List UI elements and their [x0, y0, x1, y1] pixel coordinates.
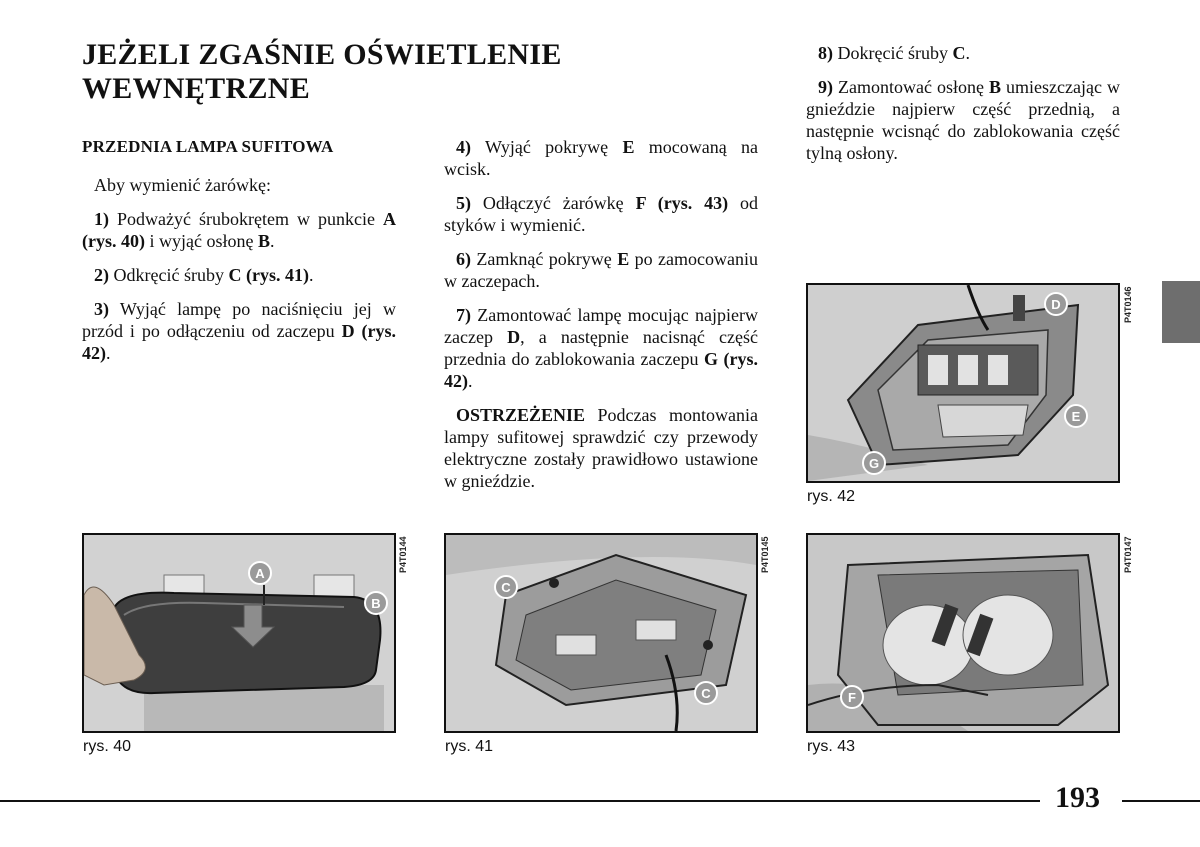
- figure-41: [444, 533, 758, 733]
- label-f: F: [848, 690, 856, 705]
- footer-rule-right: [1122, 800, 1200, 802]
- step-number: 6): [456, 249, 471, 269]
- figure-42: [806, 283, 1120, 483]
- warning-label: OSTRZEŻENIE: [456, 405, 586, 425]
- step-text: od styków i wymienić.: [444, 193, 759, 235]
- step-6: [444, 248, 758, 292]
- step-text: .: [308, 265, 314, 285]
- figure-41-illustration: [446, 535, 756, 731]
- step-9: [806, 76, 1120, 164]
- step-number: 7): [456, 305, 471, 325]
- label-a: A: [255, 566, 265, 581]
- label-b: B: [371, 596, 381, 611]
- step-text: Zamknąć pokrywę: [471, 249, 618, 269]
- step-text: Zamontować lampę mocując najpierw zaczep: [444, 305, 758, 347]
- step-ref: C (rys. 41): [228, 265, 309, 285]
- step-text: .: [269, 231, 275, 251]
- figure-40-illustration: [84, 535, 394, 731]
- step-text: Wyjąć lampę po naciśnięciu jej w przód i po odłączeniu od zaczepu: [82, 299, 396, 341]
- step-text: umieszczając w gnieździe najpierw część przednią, a następnie wcisnąć do zablokowania część tylną osłony.: [806, 77, 1120, 163]
- label-g: G: [868, 456, 880, 471]
- intro-text: Aby wymienić żarówkę:: [94, 175, 271, 195]
- section-subheading: PRZEDNIA LAMPA SUFITOWA: [82, 137, 334, 156]
- step-ref: E: [622, 137, 635, 157]
- step-number: 4): [456, 137, 471, 157]
- step-text: .: [106, 343, 111, 363]
- figure-43-illustration: [808, 535, 1118, 731]
- step-7: [444, 304, 758, 392]
- figure-41-code: P4T0145: [760, 536, 770, 573]
- figure-43: [806, 533, 1120, 733]
- step-number: 9): [818, 77, 833, 97]
- label-d: D: [1051, 297, 1061, 312]
- step-ref: D (rys. 42): [82, 321, 396, 363]
- figure-42-caption: rys. 42: [807, 488, 856, 505]
- column-2: [444, 136, 758, 504]
- step-ref: B: [989, 77, 1002, 97]
- step-text: Zamontować osłonę: [833, 77, 990, 97]
- page-number: 193: [1055, 781, 1100, 814]
- figure-40: [82, 533, 396, 733]
- step-3: [82, 298, 396, 364]
- step-ref: C: [952, 43, 966, 63]
- step-4: [444, 136, 758, 180]
- step-text: .: [965, 43, 970, 63]
- step-5: [444, 192, 758, 236]
- step-number: 8): [818, 43, 833, 63]
- figure-43-caption: rys. 43: [807, 738, 856, 755]
- warning-note: [444, 404, 758, 492]
- step-ref: G (rys. 42): [444, 349, 758, 391]
- figure-43-code: P4T0147: [1123, 536, 1133, 573]
- figure-41-caption: rys. 41: [445, 738, 494, 755]
- page-title: JEŻELI ZGAŚNIE OŚWIETLENIE WEWNĘTRZNE: [82, 38, 562, 105]
- step-number: 5): [456, 193, 471, 213]
- step-ref: A (rys. 40): [82, 209, 396, 251]
- step-ref: F (rys. 43): [635, 193, 729, 213]
- step-number: 2): [94, 265, 109, 285]
- step-8: [806, 42, 1120, 64]
- step-text: Wyjąć pokrywę: [471, 137, 623, 157]
- step-text: , a następnie nacisnąć część przednia do zablokowania zaczepu: [444, 327, 758, 369]
- step-text: po zamocowaniu w zaczepach.: [444, 249, 758, 291]
- warning-text: Podczas montowania lampy sufitowej sprawdzić czy przewody elektryczne zostały prawidłowo ustawione w gnieździe.: [444, 405, 758, 491]
- step-number: 3): [94, 299, 109, 319]
- step-ref: D: [507, 327, 521, 347]
- step-text: mocowaną na wcisk.: [444, 137, 758, 179]
- figure-42-illustration: [808, 285, 1118, 481]
- column-3: [806, 42, 1120, 176]
- figure-42-code: P4T0146: [1123, 286, 1133, 323]
- step-ref: B: [257, 231, 270, 251]
- step-1: [82, 208, 396, 252]
- step-text: .: [468, 371, 473, 391]
- figure-40-code: P4T0144: [398, 536, 408, 573]
- footer-rule-left: [0, 800, 1040, 802]
- step-text: Odłączyć żarówkę: [471, 193, 636, 213]
- step-ref: E: [617, 249, 630, 269]
- step-text: Dokręcić śruby: [833, 43, 953, 63]
- label-c-right: C: [701, 686, 711, 701]
- column-1: [82, 136, 396, 376]
- step-2: [82, 264, 396, 286]
- step-text: Odkręcić śruby: [109, 265, 229, 285]
- label-e: E: [1071, 409, 1081, 424]
- label-c-left: C: [501, 580, 511, 595]
- step-number: 1): [94, 209, 109, 229]
- figure-40-caption: rys. 40: [83, 738, 132, 755]
- step-text: Podważyć śrubokrętem w punkcie: [109, 209, 383, 229]
- step-text: i wyjąć osłonę: [144, 231, 258, 251]
- chapter-tab: [1162, 281, 1200, 343]
